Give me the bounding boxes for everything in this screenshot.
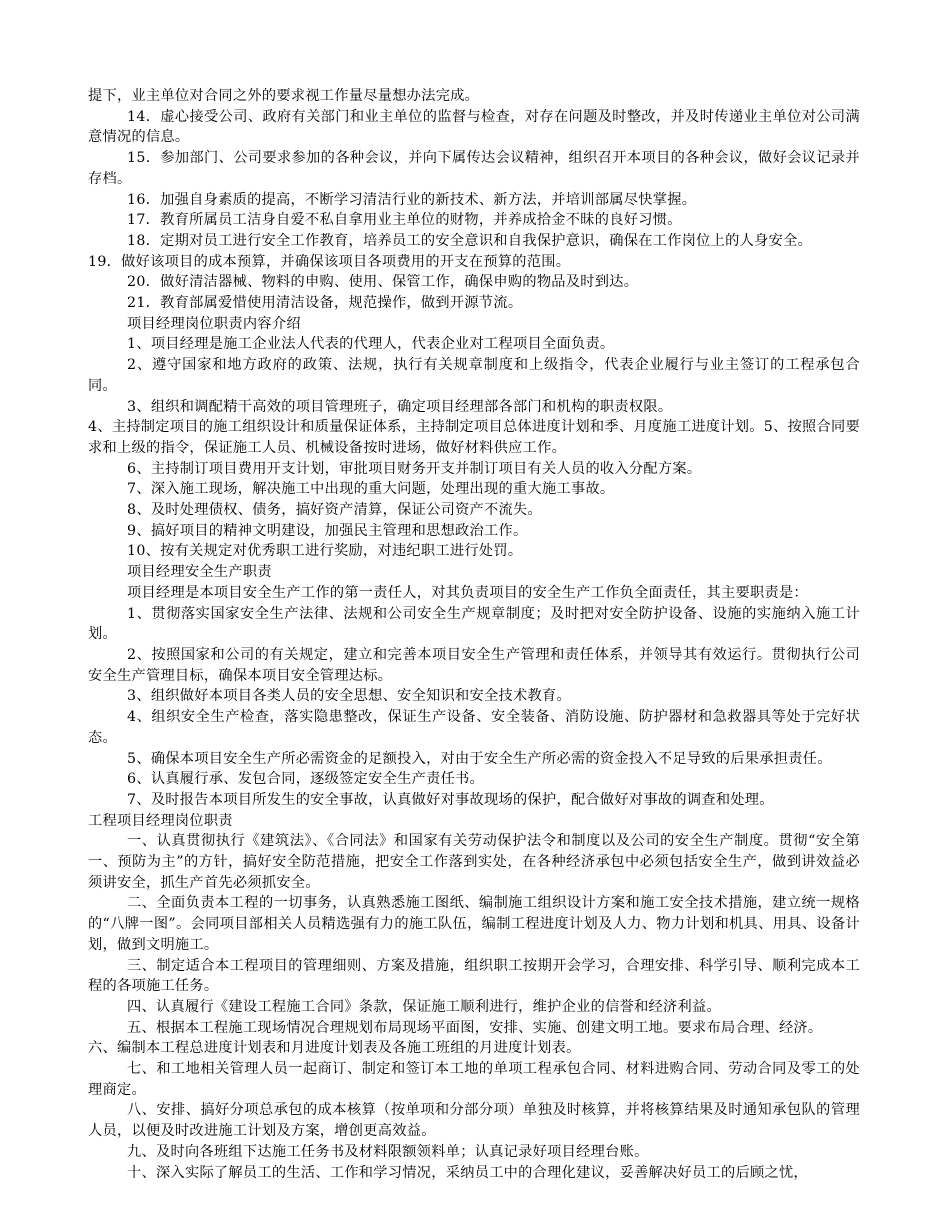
paragraph: 14．虚心接受公司、政府有关部门和业主单位的监督与检查，对存在问题及时整改，并及时传递业主单位对公司满意情况的信息。 [88,108,860,146]
paragraph: 6、认真履行承、发包合同，逐级签定安全生产责任书。 [127,771,485,788]
paragraph: 九、及时向各班组下达施工任务书及材料限额领料单；认真记录好项目经理台账。 [127,1143,649,1160]
paragraph: 四、认真履行《建设工程施工合同》条款，保证施工顺利进行，维护企业的信誉和经济利益。 [127,998,721,1015]
paragraph: 7、及时报告本项目所发生的安全事故，认真做好对事故现场的保护，配合做好对事故的调查和处理。 [127,791,774,808]
paragraph: 4、主持制定项目的施工组织设计和质量保证体系，主持制定项目总体进度计划和季、月度施工进度计划。5、按照合同要求和上级的指令，保证施工人员、机械设备按时进场，做好材料供应工作。 [88,419,861,456]
paragraph: 2、遵守国家和地方政府的政策、法规，执行有关规章制度和上级指令，代表企业履行与业主签订的工程承包合同。 [88,357,860,394]
section-heading: 工程项目经理岗位职责 [88,812,233,829]
paragraph: 3、组织做好本项目各类人员的安全思想、安全知识和安全技术教育。 [127,688,571,705]
section-heading: 项目经理安全生产职责 [127,564,272,581]
paragraph: 七、和工地相关管理人员一起商订、制定和签订本工地的单项工程承包合同、材料进购合同、劳动合同及零工的处理商定。 [88,1061,860,1098]
paragraph: 项目经理是本项目安全生产工作的第一责任人，对其负责项目的安全生产工作负全面责任，其主要职责是： [127,584,808,601]
paragraph: 五、根据本工程施工现场情况合理规划布局现场平面图，安排、实施、创建文明工地。要求布局合理、经济。 [127,1019,823,1036]
paragraph: 1、贯彻落实国家安全生产法律、法规和公司安全生产规章制度；及时把对安全防护设备、设施的实施纳入施工计划。 [88,605,860,643]
section-heading: 项目经理岗位职责内容介绍 [127,315,301,332]
paragraph: 1、项目经理是施工企业法人代表的代理人，代表企业对工程项目全面负责。 [127,336,615,353]
paragraph: 18．定期对员工进行安全工作教育，培养员工的安全意识和自我保护意识，确保在工作岗位上的人身安全。 [127,232,813,249]
paragraph: 2、按照国家和公司的有关规定，建立和完善本项目安全生产管理和责任体系，并领导其有效运行。贯彻执行公司安全生产管理目标，确保本项目安全管理达标。 [88,646,860,684]
paragraph: 3、组织和调配精干高效的项目管理班子，确定项目经理部各部门和机构的职责权限。 [127,398,673,415]
paragraph: 19．做好该项目的成本预算，并确保该项目各项费用的开支在预算的范围。 [88,253,571,270]
paragraph: 六、编制本工程总进度计划表和月进度计划表及各施工班组的月进度计划表。 [88,1040,581,1057]
paragraph: 8、及时处理债权、债务，搞好资产清算，保证公司资产不流失。 [127,502,542,519]
paragraph: 一、认真贯彻执行《建筑法》、《合同法》和国家有关劳动保护法令和制度以及公司的安全生产制度。贯彻“安全第一、预防为主”的方针，搞好安全防范措施，把安全工作落到实处，在各种经济承包中必须包括安全生产，做到讲效益必须讲安全，抓生产首先必须抓安全。 [88,833,860,891]
paragraph: 16．加强自身素质的提高，不断学习清洁行业的新技术、新方法，并培训部属尽快掌握。 [127,191,697,208]
paragraph: 6、主持制订项目费用开支计划，审批项目财务开支并制订项目有关人员的收入分配方案。 [127,460,702,477]
paragraph: 八、安排、搞好分项总承包的成本核算（按单项和分部分项）单独及时核算，并将核算结果及时通知承包队的管理人员，以便及时改进施工计划及方案，增创更高效益。 [88,1102,860,1140]
paragraph: 9、搞好项目的精神文明建设，加强民主管理和思想政治工作。 [127,522,528,539]
paragraph: 7、深入施工现场，解决施工中出现的重大问题，处理出现的重大施工事故。 [127,481,615,498]
paragraph: 5、确保本项目安全生产所必需资金的足额投入，对由于安全生产所必需的资金投入不足导致的后果承担责任。 [127,750,832,767]
paragraph: 十、深入实际了解员工的生活、工作和学习情况，采纳员工中的合理化建议，妥善解决好员工的后顾之忧， [127,1164,808,1181]
paragraph: 提下，业主单位对合同之外的要求视工作量尽量想办法完成。 [88,88,480,104]
paragraph: 20．做好清洁器械、物料的申购、使用、保管工作，确保申购的物品及时到达。 [127,274,639,291]
paragraph: 三、制定适合本工程项目的管理细则、方案及措施，组织职工按期开会学习，合理安排、科学引导、顺利完成本工程的各项施工任务。 [88,957,860,995]
paragraph: 10、按有关规定对优秀职工进行奖励，对违纪职工进行处罚。 [127,543,523,560]
paragraph: 15．参加部门、公司要求参加的各种会议，并向下属传达会议精神，组织召开本项目的各种会议，做好会议记录并存档。 [88,150,860,187]
paragraph: 二、全面负责本工程的一切事务，认真熟悉施工图纸、编制施工组织设计方案和施工安全技术措施，建立统一规格的“八牌一图”。会同项目部相关人员精选强有力的施工队伍，编制工程进度计划及人力、物力计划和机具、用具、设备计划，做到文明施工。 [88,895,860,953]
document-page [88,86,860,1183]
paragraph: 17．教育所属员工洁身自爱不私自拿用业主单位的财物，并养成拾金不昧的良好习惯。 [127,212,682,229]
paragraph: 21．教育部属爱惜使用清洁设备，规范操作，做到开源节流。 [127,295,523,312]
paragraph: 4、组织安全生产检查，落实隐患整改，保证生产设备、安全装备、消防设施、防护器材和急救器具等处于完好状态。 [88,709,860,746]
